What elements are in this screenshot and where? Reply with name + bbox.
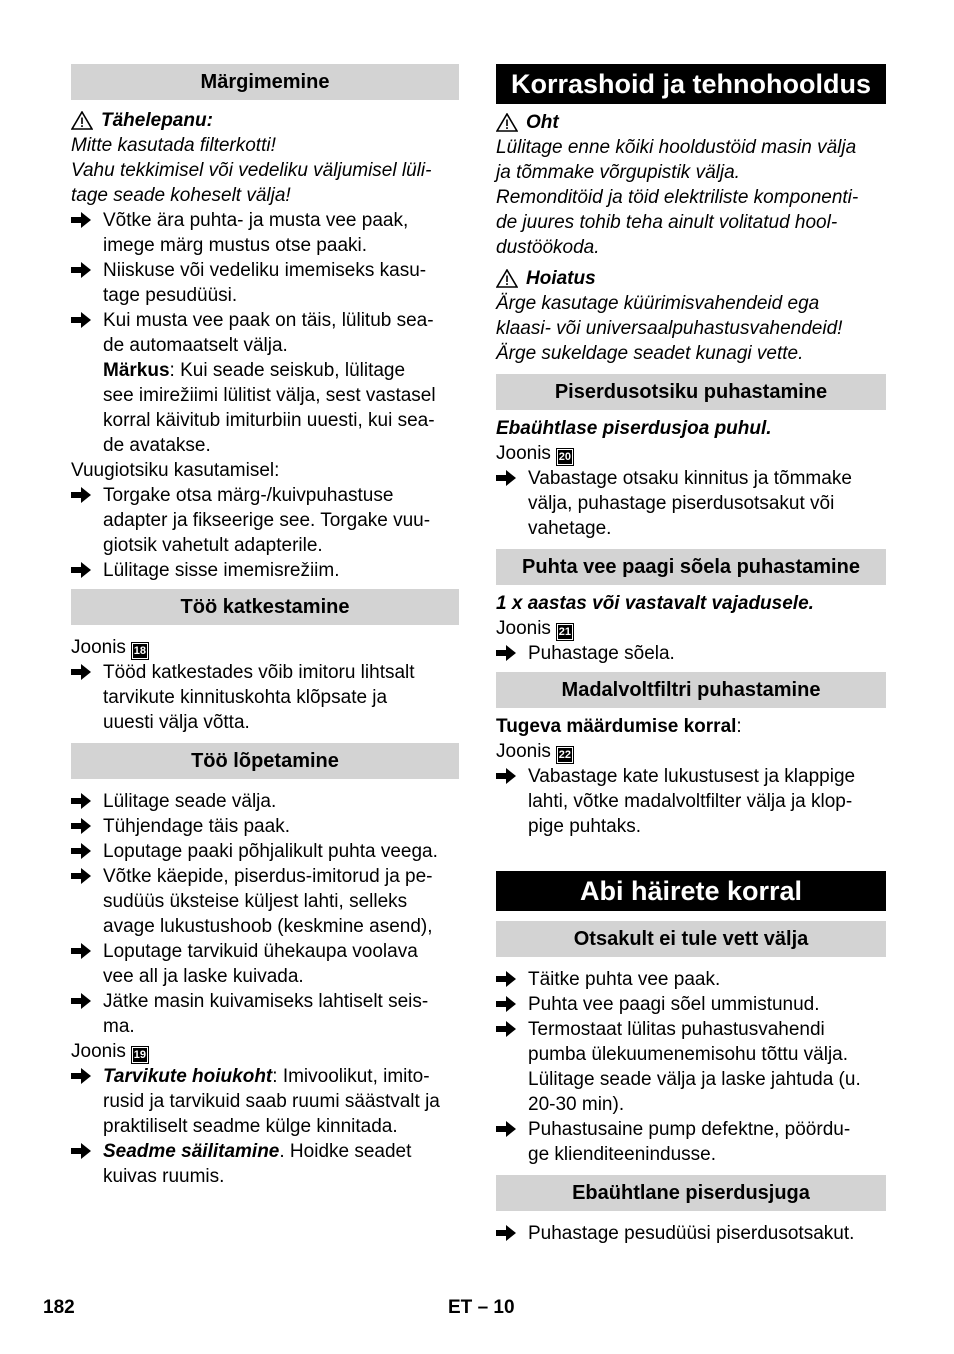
left-column — [71, 64, 459, 1189]
section-heading-puhta: Puhta vee paagi sõela puhastamine — [496, 549, 886, 585]
chapter-heading-korrashoid: Korrashoid ja tehnohooldus — [496, 64, 886, 104]
section-heading-ebauhtlane: Ebaühtlane piserdusjuga — [496, 1175, 886, 1211]
list-item: Täitke puhta vee paak. — [496, 967, 886, 992]
caution-heading — [71, 108, 459, 133]
warning-triangle-icon — [71, 111, 93, 130]
condition-text: 1 x aastas või vastavalt vajadusele. — [496, 593, 814, 614]
right-arrow-icon — [71, 839, 103, 864]
list-item: Puhta vee paagi sõel ummistunud. — [496, 992, 886, 1017]
list-item: Loputage paaki põhjalikult puhta veega. — [71, 839, 459, 864]
vuugi-intro: Vuugiotsiku kasutamisel: — [71, 460, 280, 481]
warning-heading — [496, 266, 886, 291]
right-arrow-icon — [71, 660, 103, 735]
list-item: Võtke ära puhta- ja musta vee paak, imege märg mustus otse paaki. — [71, 208, 459, 258]
list-item: Torgake otsa märg-/kuivpuhastuse adapter ja fikseerige see. Torgake vuu- giotsik vahetult adapterile. — [71, 483, 459, 558]
figure-number-badge: 22 — [556, 746, 574, 764]
figure-number-badge: 20 — [556, 448, 574, 466]
list-item: Lülitage seade välja. — [71, 789, 459, 814]
list-item: Vabastage otsaku kinnitus ja tõmmake välja, puhastage piserdusotsakut või vahetage. — [496, 466, 886, 541]
right-arrow-icon — [71, 258, 103, 308]
right-arrow-icon — [71, 208, 103, 258]
right-arrow-icon — [496, 992, 528, 1017]
figure-ref: Joonis 21 — [496, 616, 886, 641]
list-item: Tühjendage täis paak. — [71, 814, 459, 839]
warning-title: Hoiatus — [526, 268, 596, 289]
caution-text: Mitte kasutada filterkotti! Vahu tekkimisel või vedeliku väljumisel lüli- tage seade koheselt välja! — [71, 135, 432, 206]
condition-text: Ebaühtlase piserdusjoa puhul. — [496, 418, 772, 439]
list-item: Tarvikute hoiukoht: Imivoolikut, imito- rusid ja tarvikuid saab ruumi säästvalt ja praktiliselt seadme külge kinnitada. — [71, 1064, 459, 1139]
figure-ref: Joonis 20 — [496, 441, 886, 466]
list-item: Kui musta vee paak on täis, lülitub sea- de automaatselt välja. Märkus: Kui seade seiskub, lülitage see imirežiimi lülitist välja, sest vastasel korral käivitub imiturbiin uuesti, kui sea- de avatakse. — [71, 308, 459, 458]
list-item: Vabastage kate lukustusest ja klappige lahti, võtke madalvoltfilter välja ja klop- pige puhtaks. — [496, 764, 886, 839]
danger-heading — [496, 110, 886, 135]
right-arrow-icon — [71, 864, 103, 939]
section-heading-lopetamine: Töö lõpetamine — [71, 743, 459, 779]
figure-ref: Joonis 18 — [71, 635, 459, 660]
right-arrow-icon — [71, 1064, 103, 1139]
list-item: Seadme säilitamine. Hoidke seadet kuivas ruumis. — [71, 1139, 459, 1189]
list-item: Loputage tarvikuid ühekaupa voolava vee all ja laske kuivada. — [71, 939, 459, 989]
figure-ref: Joonis 22 — [496, 739, 886, 764]
right-arrow-icon — [496, 1017, 528, 1117]
right-arrow-icon — [71, 308, 103, 458]
right-arrow-icon — [496, 466, 528, 541]
section-heading-otsakult: Otsakult ei tule vett välja — [496, 921, 886, 957]
list-item: Puhastusaine pump defektne, pöördu- ge klienditeenindusse. — [496, 1117, 886, 1167]
right-arrow-icon — [71, 1139, 103, 1189]
page-number: 182 — [43, 1297, 75, 1318]
condition-text: Tugeva määrdumise korral: — [496, 716, 742, 737]
right-arrow-icon — [496, 1117, 528, 1167]
list-item: Termostaat lülitas puhastusvahendi pumba ülekuumenemisohu tõttu välja. Lülitage seade välja ja laske jahtuda (u. 20-30 min). — [496, 1017, 886, 1117]
right-arrow-icon — [71, 814, 103, 839]
list-item: Võtke käepide, piserdus-imitorud ja pe- sudüüs üksteise küljest lahti, selleks avage lukustushoob (keskmine asend), — [71, 864, 459, 939]
note-label: Märkus — [103, 360, 170, 381]
caution-title: Tähelepanu: — [101, 110, 213, 131]
page-footer-ref: ET – 10 — [448, 1297, 515, 1318]
right-arrow-icon — [496, 764, 528, 839]
section-heading-piserdus: Piserdusotsiku puhastamine — [496, 374, 886, 410]
figure-number-badge: 19 — [131, 1046, 149, 1064]
danger-text: Lülitage enne kõiki hooldustöid masin välja ja tõmmake võrgupistik välja. Remonditöid ja töid elektriliste komponenti- de juures tohib teha ainult volitatud hool- dustöökoda. — [496, 137, 859, 258]
right-arrow-icon — [71, 789, 103, 814]
list-item: Lülitage sisse imemisrežiim. — [71, 558, 459, 583]
warning-text: Ärge kasutage küürimisvahendeid ega klaasi- või universaalpuhastusvahendeid! Ärge sukeldage seadet kunagi vette. — [496, 293, 843, 364]
section-heading-katkestamine: Töö katkestamine — [71, 589, 459, 625]
warning-triangle-icon — [496, 269, 518, 288]
right-arrow-icon — [71, 939, 103, 989]
right-arrow-icon — [496, 641, 528, 666]
list-item: Puhastage sõela. — [496, 641, 886, 666]
section-heading-madal: Madalvoltfiltri puhastamine — [496, 672, 886, 708]
figure-number-badge: 18 — [131, 642, 149, 660]
figure-number-badge: 21 — [556, 623, 574, 641]
right-arrow-icon — [71, 989, 103, 1039]
danger-title: Oht — [526, 112, 559, 133]
list-item: Niiskuse või vedeliku imemiseks kasu- tage pesudüüsi. — [71, 258, 459, 308]
list-item: Tööd katkestades võib imitoru lihtsalt tarvikute kinnituskohta klõpsate ja uuesti välja võtta. — [71, 660, 459, 735]
chapter-heading-abi: Abi häirete korral — [496, 871, 886, 911]
list-item: Jätke masin kuivamiseks lahtiselt seis- ma. — [71, 989, 459, 1039]
right-arrow-icon — [496, 1221, 528, 1246]
right-arrow-icon — [496, 967, 528, 992]
list-item: Puhastage pesudüüsi piserdusotsakut. — [496, 1221, 886, 1246]
warning-triangle-icon — [496, 113, 518, 132]
right-arrow-icon — [71, 558, 103, 583]
right-column — [496, 64, 886, 1246]
right-arrow-icon — [71, 483, 103, 558]
figure-ref: Joonis 19 — [71, 1039, 459, 1064]
section-heading-margimemine: Märgimemine — [71, 64, 459, 100]
